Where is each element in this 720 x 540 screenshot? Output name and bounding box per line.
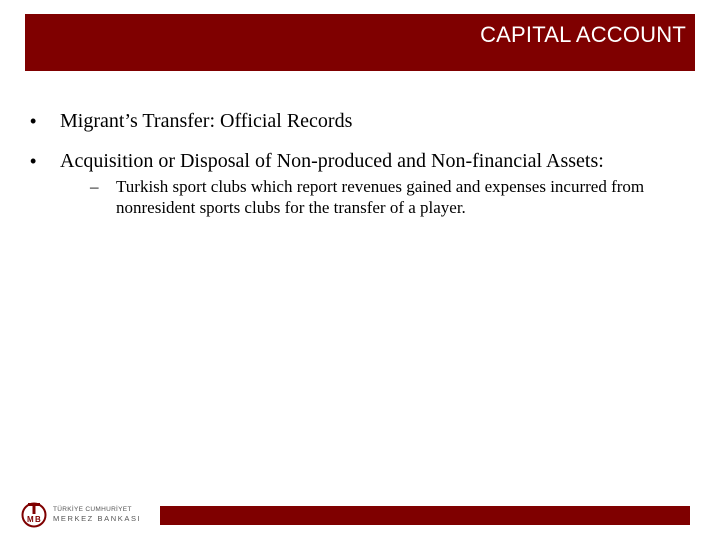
- bullet-text: Migrant’s Transfer: Official Records: [60, 110, 353, 132]
- footer-logo: [20, 500, 160, 530]
- bullet-item: [30, 148, 700, 174]
- svg-text:M: M: [27, 515, 34, 524]
- tcmb-logo-icon: [20, 500, 48, 528]
- logo-text: [53, 505, 141, 524]
- bullet-marker: •: [30, 151, 37, 171]
- svg-text:B: B: [35, 515, 41, 524]
- bullet-marker: •: [30, 111, 37, 131]
- title-bar: [25, 14, 695, 71]
- logo-line2: MERKEZ BANKASI: [53, 514, 142, 523]
- slide-content: [30, 108, 700, 218]
- bullet-text: Acquisition or Disposal of Non-produced and Non-financial Assets:: [60, 150, 604, 172]
- sub-bullet-item: [90, 176, 716, 218]
- bullet-item: [30, 108, 700, 134]
- logo-line1: TÜRKİYE CUMHURİYET: [53, 506, 132, 513]
- slide-title: CAPITAL ACCOUNT: [480, 22, 686, 47]
- sub-bullet-text: Turkish sport clubs which report revenues gained and expenses incurred from nonresident sports clubs for the transfer of a player.: [116, 177, 645, 217]
- footer-bar: [160, 506, 690, 525]
- sub-bullet-marker: –: [90, 177, 99, 196]
